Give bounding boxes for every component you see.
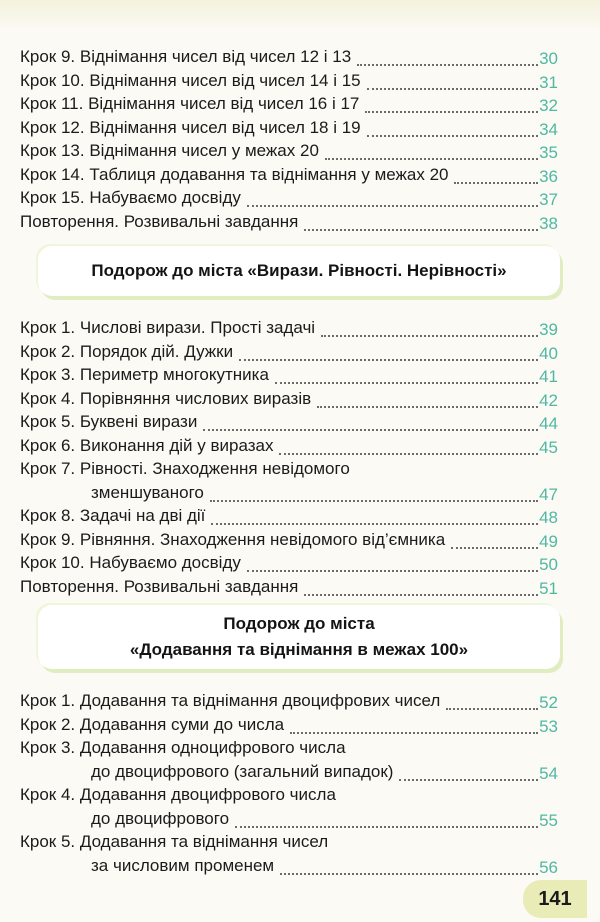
toc-entry-page: 38: [539, 213, 558, 233]
toc-entry-page: 44: [539, 414, 558, 433]
toc-entry-page: 36: [539, 166, 558, 186]
toc-entry: [0, 504, 600, 528]
toc-entry-page: 47: [539, 484, 558, 504]
toc-entry-line: [0, 45, 600, 69]
toc-entry-line: [0, 316, 600, 340]
toc-entry-title: Крок 1. Додавання та віднімання двоцифрових чисел: [20, 689, 444, 712]
toc-entry-line: [0, 504, 600, 528]
toc-entry: [0, 575, 600, 599]
dot-leader: [367, 123, 538, 137]
toc-entry-title: Крок 7. Рівності. Знаходження невідомого: [20, 457, 354, 480]
toc-entry-title: Крок 5. Додавання та віднімання чисел: [20, 830, 332, 853]
dot-leader: [317, 394, 538, 408]
toc-entry-title: Крок 3. Додавання одноцифрового числа: [20, 736, 350, 759]
toc-entry: [0, 434, 600, 458]
toc-entry-line: [0, 736, 600, 760]
dot-leader: [290, 720, 538, 734]
toc-entry-line: [0, 92, 600, 116]
toc-entry: [0, 116, 600, 140]
toc-entry: [0, 387, 600, 411]
toc-entry-page: 41: [539, 367, 558, 386]
toc-section-3: [0, 689, 600, 877]
dot-leader: [210, 488, 538, 502]
toc-entry-title: Крок 2. Порядок дій. Дужки: [20, 340, 237, 363]
toc-entry-title: Крок 5. Буквені вирази: [20, 410, 201, 433]
toc-entry-page: 34: [539, 119, 558, 139]
toc-entry-title: Крок 10. Набуваємо досвіду: [20, 551, 245, 574]
toc-entry-line: [0, 575, 600, 599]
toc-entry-page: 42: [539, 390, 558, 410]
toc-entry-title: Крок 9. Рівняння. Знаходження невідомого від’ємника: [20, 528, 449, 551]
toc-entry-page: 54: [539, 763, 558, 783]
toc-entry-line: [0, 116, 600, 140]
dot-leader: [365, 99, 538, 113]
toc-entry-page: 52: [539, 693, 558, 712]
toc-entry-page: 30: [539, 49, 558, 68]
toc-entry-title: Крок 14. Таблиця додавання та віднімання у межах 20: [20, 163, 452, 186]
toc-entry-page: 37: [539, 190, 558, 209]
toc-entry-line: [0, 689, 600, 713]
toc-entry-page: 53: [539, 716, 558, 736]
toc-entry: [0, 736, 600, 783]
toc-entry-page: 49: [539, 531, 558, 551]
banner-2-title-line2: «Додавання та віднімання в межах 100»: [129, 640, 469, 659]
toc-entry: [0, 689, 600, 713]
toc-entry: [0, 69, 600, 93]
toc-entry-line-continued: [0, 760, 600, 784]
dot-leader: [454, 170, 538, 184]
toc-entry-line: [0, 186, 600, 210]
toc-entry-page: 56: [539, 857, 558, 877]
toc-entry-line: [0, 830, 600, 854]
dot-leader: [321, 323, 538, 337]
page-number: 141: [523, 880, 587, 918]
dot-leader: [279, 441, 538, 455]
dot-leader: [275, 370, 538, 384]
toc-entry-title: Крок 12. Віднімання чисел від чисел 18 і 19: [20, 116, 365, 139]
toc-entry-page: 32: [539, 96, 558, 115]
toc-entry-page: 51: [539, 578, 558, 598]
toc-entry-title: Повторення. Розвивальні завдання: [20, 210, 302, 233]
dot-leader: [304, 582, 538, 596]
toc-entry-title: Крок 9. Віднімання чисел від чисел 12 і 13: [20, 45, 355, 68]
toc-entry-title: Крок 3. Периметр многокутника: [20, 363, 273, 386]
toc-entry-title-continued: зменшуваного: [91, 481, 208, 504]
toc-entry-page: 40: [539, 343, 558, 363]
dot-leader: [247, 193, 538, 207]
toc-entry: [0, 316, 600, 340]
toc-entry: [0, 363, 600, 387]
toc-entry-line: [0, 457, 600, 481]
toc-entry-line: [0, 139, 600, 163]
toc-entry-page: 55: [539, 810, 558, 830]
section-banner-1: [38, 246, 560, 296]
dot-leader: [357, 52, 538, 66]
toc-entry-page: 45: [539, 437, 558, 457]
toc-entry-title: Крок 2. Додавання суми до числа: [20, 713, 288, 736]
dot-leader: [280, 861, 538, 875]
toc-entry-line-continued: [0, 481, 600, 505]
toc-entry-title: Крок 1. Числові вирази. Прості задачі: [20, 316, 319, 339]
toc-entry: [0, 410, 600, 434]
dot-leader: [247, 558, 538, 572]
toc-entry-page: 50: [539, 555, 558, 574]
toc-entry-line: [0, 363, 600, 387]
toc-entry: [0, 713, 600, 737]
toc-entry-title: Крок 15. Набуваємо досвіду: [20, 186, 245, 209]
toc-entry: [0, 92, 600, 116]
toc-entry: [0, 551, 600, 575]
toc-entry-title: Повторення. Розвивальні завдання: [20, 575, 302, 598]
toc-entry-line: [0, 163, 600, 187]
toc-section-2: [0, 316, 600, 598]
toc-entry-page: 35: [539, 143, 558, 162]
banner-1-title: Подорож до міста «Вирази. Рівності. Нерівності»: [91, 261, 507, 280]
toc-entry-title-continued: до двоцифрового (загальний випадок): [91, 760, 397, 783]
dot-leader: [211, 511, 538, 525]
toc-entry-page: 31: [539, 72, 558, 92]
toc-entry: [0, 830, 600, 877]
toc-entry-page: 48: [539, 508, 558, 527]
toc-entry-line: [0, 387, 600, 411]
toc-entry: [0, 210, 600, 234]
top-decor-band: [0, 0, 600, 30]
dot-leader: [239, 347, 538, 361]
toc-entry-line: [0, 69, 600, 93]
toc-entry: [0, 457, 600, 504]
toc-entry-line: [0, 340, 600, 364]
dot-leader: [367, 76, 538, 90]
toc-entry-line: [0, 713, 600, 737]
toc-entry: [0, 163, 600, 187]
toc-entry-title: Крок 13. Віднімання чисел у межах 20: [20, 139, 323, 162]
dot-leader: [235, 814, 538, 828]
toc-section-1: [0, 45, 600, 233]
dot-leader: [451, 535, 538, 549]
banner-2-title-line1: Подорож до міста: [223, 614, 375, 633]
toc-entry-line: [0, 551, 600, 575]
toc-entry: [0, 528, 600, 552]
toc-entry: [0, 139, 600, 163]
toc-entry-line: [0, 434, 600, 458]
section-banner-2: [38, 605, 560, 669]
toc-entry: [0, 783, 600, 830]
toc-entry-title-continued: за числовим променем: [91, 854, 278, 877]
toc-entry: [0, 186, 600, 210]
dot-leader: [325, 146, 538, 160]
toc-entry-title-continued: до двоцифрового: [91, 807, 233, 830]
toc-entry-line-continued: [0, 854, 600, 878]
dot-leader: [304, 217, 538, 231]
toc-entry: [0, 45, 600, 69]
toc-entry-line: [0, 210, 600, 234]
toc-entry-title: Крок 8. Задачі на дві дії: [20, 504, 209, 527]
dot-leader: [446, 696, 538, 710]
toc-entry-title: Крок 6. Виконання дій у виразах: [20, 434, 277, 457]
toc-entry-line: [0, 410, 600, 434]
dot-leader: [399, 767, 538, 781]
toc-entry-title: Крок 10. Віднімання чисел від чисел 14 і 15: [20, 69, 365, 92]
dot-leader: [203, 417, 538, 431]
toc-entry-line: [0, 783, 600, 807]
toc-entry-title: Крок 4. Порівняння числових виразів: [20, 387, 315, 410]
toc-entry-title: Крок 11. Віднімання чисел від чисел 16 і 17: [20, 92, 363, 115]
toc-entry-line: [0, 528, 600, 552]
toc-entry-title: Крок 4. Додавання двоцифрового числа: [20, 783, 340, 806]
toc-entry-line-continued: [0, 807, 600, 831]
toc-entry-page: 39: [539, 320, 558, 339]
toc-entry: [0, 340, 600, 364]
